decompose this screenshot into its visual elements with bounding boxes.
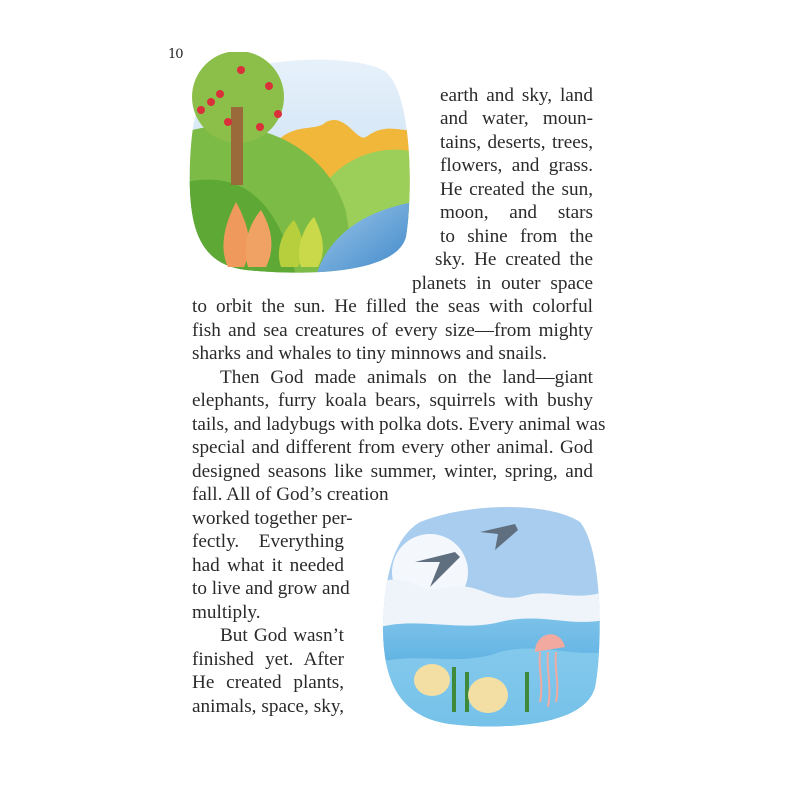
text-line: flowers, and grass.: [440, 155, 593, 176]
text-line: and water, moun-: [440, 108, 593, 129]
text-line: designed seasons like summer, winter, spring, and: [192, 461, 593, 482]
text-line: tails, and ladybugs with polka dots. Every animal was: [192, 414, 606, 435]
text-line: fall. All of God’s creation: [192, 484, 389, 505]
sky-sea-illustration: [380, 502, 604, 730]
text-line: finished yet. After: [192, 649, 344, 670]
text-line: moon, and stars: [440, 202, 593, 223]
text-line: special and different from every other animal. God: [192, 437, 593, 458]
text-line: multiply.: [192, 602, 261, 623]
text-line: fish and sea creatures of every size—from mighty: [192, 320, 593, 341]
text-line: sky. He created the: [435, 249, 593, 270]
text-line: elephants, furry koala bears, squirrels with bushy: [192, 390, 593, 411]
text-line: to shine from the: [440, 226, 593, 247]
text-line: fectly. Everything: [192, 531, 344, 552]
text-line: animals, space, sky,: [192, 696, 344, 717]
text-line: He created the sun,: [440, 179, 593, 200]
landscape-illustration: [186, 52, 414, 276]
text-line: worked together per-: [192, 508, 353, 529]
text-line: to live and grow and: [192, 578, 350, 599]
page-number: 10: [168, 47, 183, 62]
text-line: He created plants,: [192, 672, 344, 693]
text-line: to orbit the sun. He filled the seas with colorful: [192, 296, 593, 317]
text-line: had what it needed: [192, 555, 344, 576]
text-line: tains, deserts, trees,: [440, 132, 593, 153]
text-line: sharks and whales to tiny minnows and snails.: [192, 343, 547, 364]
text-line: earth and sky, land: [440, 85, 593, 106]
text-line: But God wasn’t: [220, 625, 344, 646]
text-line: planets in outer space: [412, 273, 593, 294]
text-line: Then God made animals on the land—giant: [220, 367, 593, 388]
